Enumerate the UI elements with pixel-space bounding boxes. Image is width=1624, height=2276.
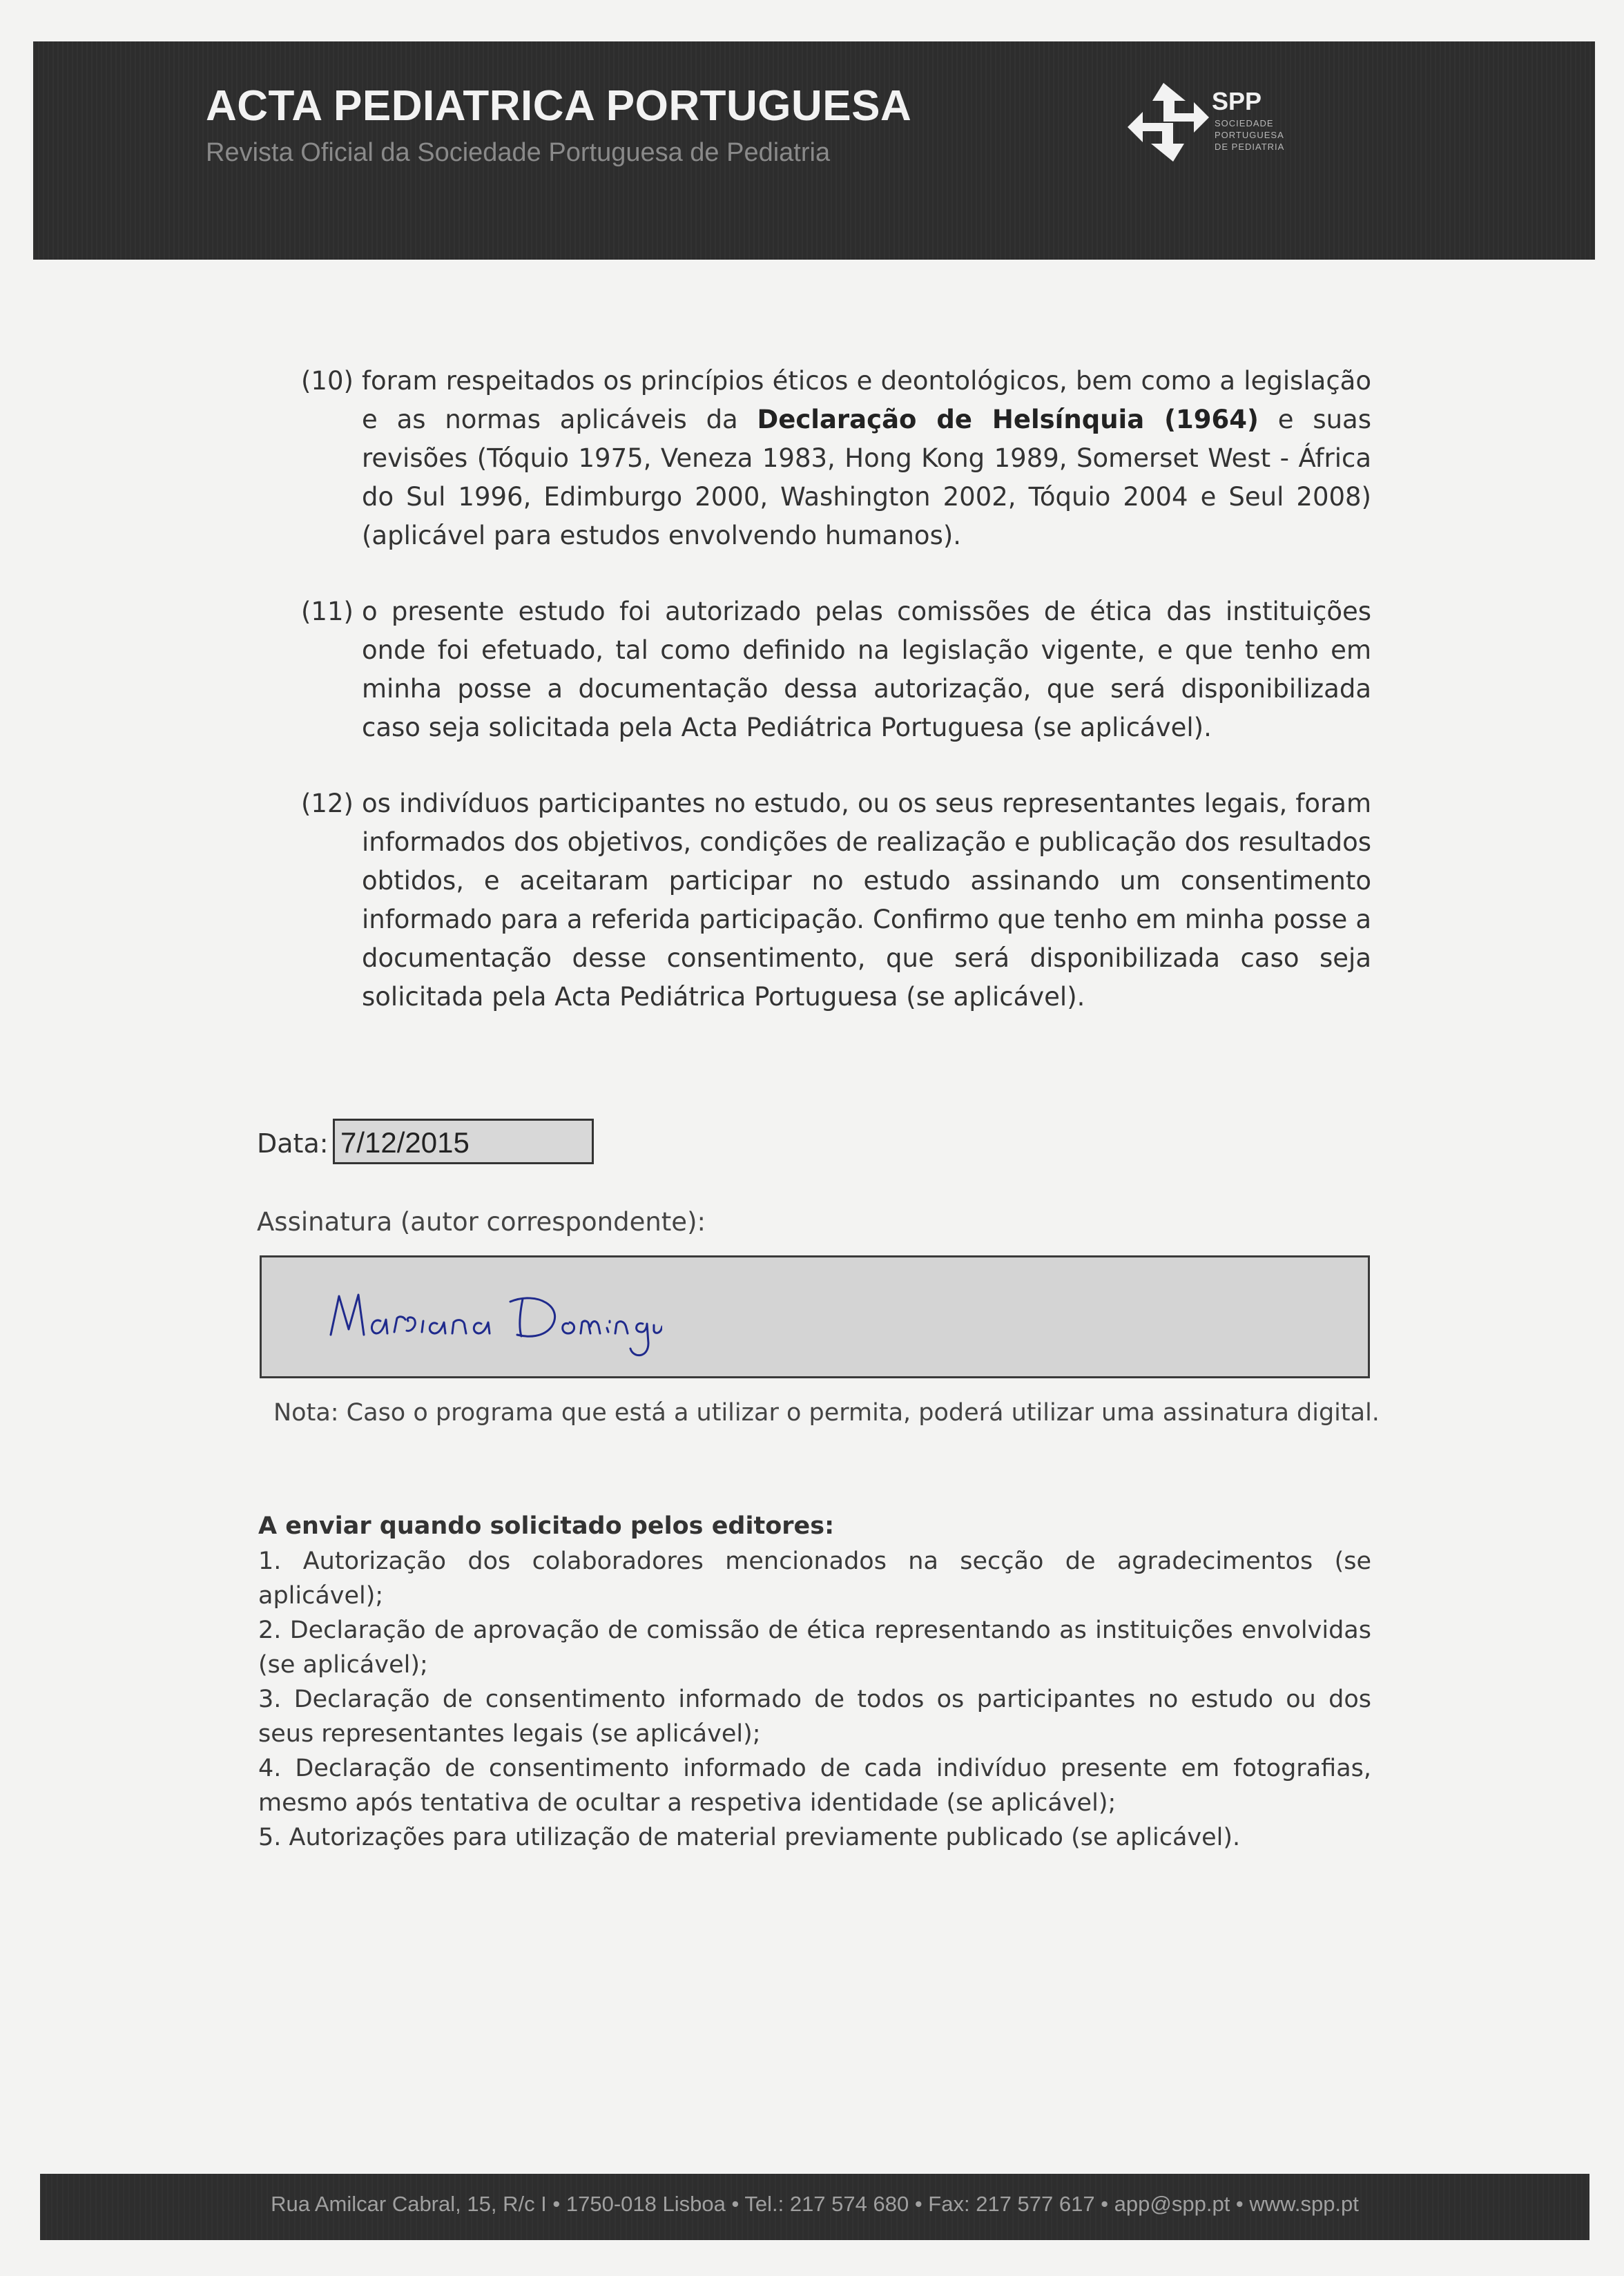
spp-full-name <box>1215 117 1332 153</box>
list-item: 3. Declaração de consentimento informado de todos os participantes no estudo ou dos seus representantes legais (se aplicável); <box>258 1686 1371 1748</box>
send-section-title: A enviar quando solicitado pelos editores: <box>258 1512 835 1540</box>
item-text: o presente estudo foi autorizado pelas comissões de ética das instituições onde foi efetuado, tal como definido na legislação vigente, e que tenho em minha posse a documentação dessa autorização, que será disponibilizada caso seja solicitada pela Acta Pediátrica Portuguesa (se aplicável). <box>362 597 1371 742</box>
date-field[interactable] <box>333 1119 594 1164</box>
declaration-item-12 <box>301 784 1371 1016</box>
item-number: (10) <box>301 366 354 396</box>
handwritten-signature <box>303 1271 662 1368</box>
journal-title: ACTA PEDIATRICA PORTUGUESA <box>206 82 912 130</box>
spp-logo <box>1122 77 1329 181</box>
spp-name-line: DE PEDIATRIA <box>1215 142 1285 152</box>
footer-contact-text: Rua Amilcar Cabral, 15, R/c I • 1750-018 Lisboa • Tel.: 217 574 680 • Fax: 217 577 617 • app@spp.pt • www.spp.pt <box>271 2192 1359 2216</box>
declaration-item-10 <box>301 362 1371 555</box>
item-text: os indivíduos participantes no estudo, ou os seus representantes legais, foram informados dos objetivos, condições de realização e publicação dos resultados obtidos, e aceitaram participar no estudo assinando um consentimento informado para a referida participação. Confirmo que tenho em minha posse a documentação desse consentimento, que será disponibilizada caso seja solicitada pela Acta Pediátrica Portuguesa (se aplicável). <box>362 789 1371 1012</box>
signature-label: Assinatura (autor correspondente): <box>257 1207 706 1237</box>
helsinki-declaration: Declaração de Helsínquia (1964) <box>757 405 1259 434</box>
signature-note: Nota: Caso o programa que está a utilizar o permita, poderá utilizar uma assinatura digital. <box>273 1399 1380 1427</box>
list-item: 2. Declaração de aprovação de comissão de ética representando as instituições envolvidas (se aplicável); <box>258 1617 1371 1679</box>
item-number: (12) <box>301 789 354 818</box>
list-item: 4. Declaração de consentimento informado de cada indivíduo presente em fotografias, mesmo após tentativa de ocultar a respetiva identidade (se aplicável); <box>258 1755 1371 1817</box>
spp-acronym: SPP <box>1212 87 1262 115</box>
send-list <box>258 1544 1371 1855</box>
contact-footer <box>40 2174 1589 2240</box>
journal-subtitle: Revista Oficial da Sociedade Portuguesa de Pediatria <box>206 138 831 167</box>
spp-name-line: PORTUGUESA <box>1215 130 1284 140</box>
item-number: (11) <box>301 597 354 626</box>
date-value: 7/12/2015 <box>340 1126 470 1159</box>
list-item: 1. Autorização dos colaboradores mencionados na secção de agradecimentos (se aplicável); <box>258 1547 1371 1610</box>
list-item: 5. Autorizações para utilização de material previamente publicado (se aplicável). <box>258 1824 1241 1851</box>
signature-field[interactable] <box>260 1255 1370 1378</box>
item-text: foram respeitados os princípios éticos e deontológicos, bem como a legislação e as normas aplicáveis da Declaração de Helsínquia (1964) e suas revisões (Tóquio 1975, Veneza 1983, Hong Kong 1989, Somerset West - África do Sul 1996, Edimburgo 2000, Washington 2002, Tóquio 2004 e Seul 2008) (aplicável para estudos envolvendo humanos). <box>362 366 1371 550</box>
date-label: Data: <box>257 1128 329 1159</box>
spp-arrows-icon <box>1122 77 1215 167</box>
declaration-item-11 <box>301 592 1371 747</box>
spp-name-line: SOCIEDADE <box>1215 118 1274 128</box>
